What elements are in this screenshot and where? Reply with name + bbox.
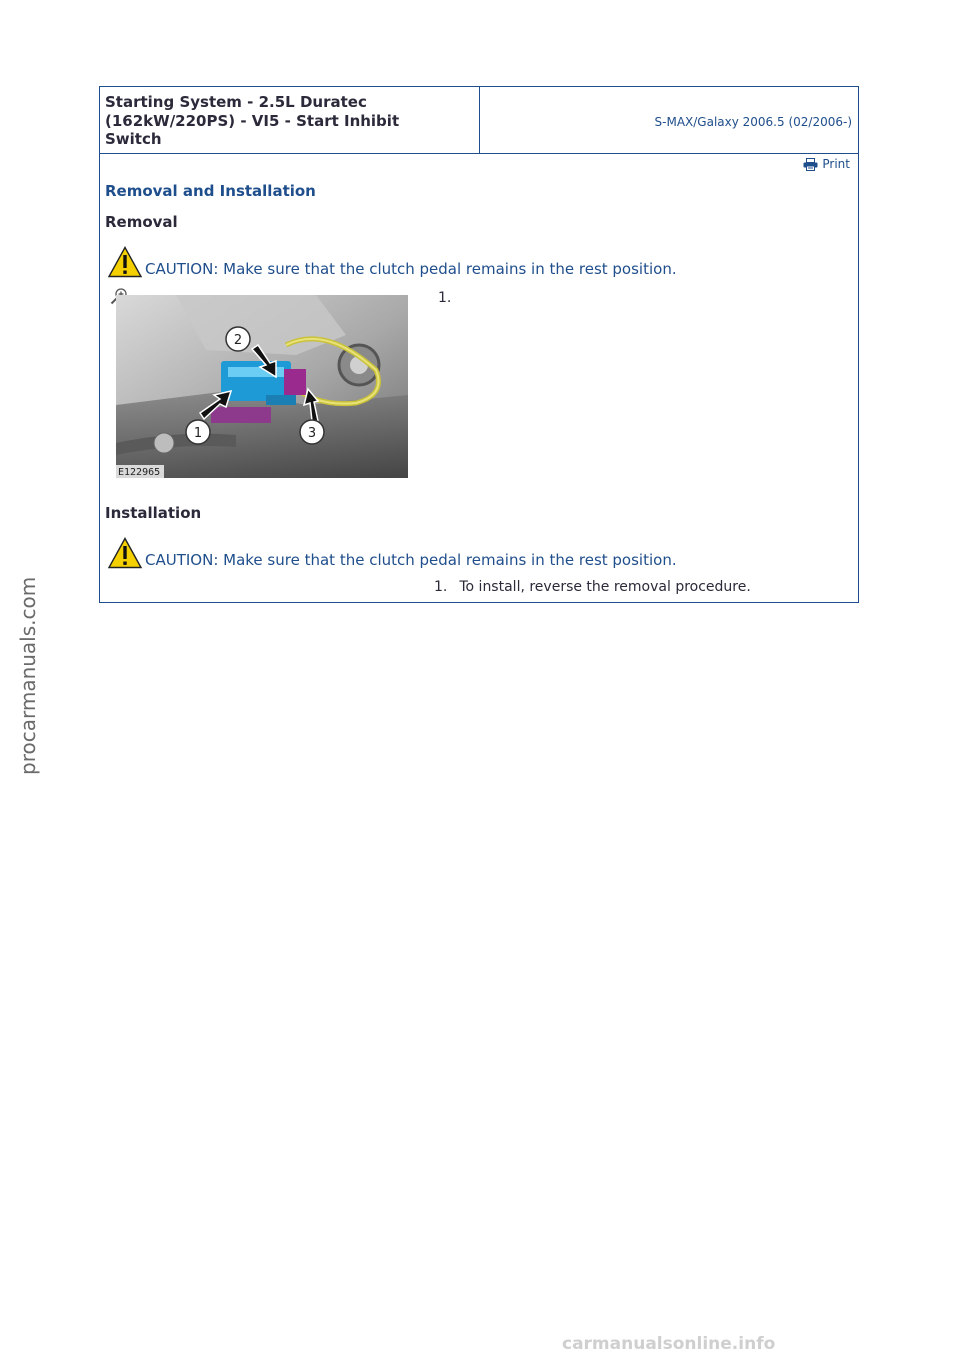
- removal-caution: [108, 246, 677, 278]
- side-watermark: procarmanuals.com: [16, 576, 40, 775]
- removal-step-number: 1.: [438, 290, 452, 306]
- vehicle-model: S-MAX/Galaxy 2006.5 (02/2006-): [654, 115, 852, 129]
- title-line-1: Starting System - 2.5L Duratec: [105, 93, 367, 111]
- title-line-2: (162kW/220PS) - VI5 - Start Inhibit: [105, 111, 400, 130]
- callout-1: [186, 420, 210, 444]
- header-title-cell: [100, 87, 480, 153]
- document-title: [105, 93, 475, 149]
- footer-watermark: carmanualsonline.info: [562, 1334, 776, 1354]
- warning-icon: [108, 246, 142, 278]
- document-frame: [99, 86, 859, 603]
- callout-3: [300, 420, 324, 444]
- callout-2: [226, 327, 250, 351]
- printer-icon: [803, 158, 818, 171]
- title-line-3: Switch: [105, 130, 162, 148]
- svg-text:1: 1: [193, 426, 203, 441]
- print-label: Print: [822, 157, 850, 171]
- caution-text: CAUTION: Make sure that the clutch pedal remains in the rest position.: [145, 551, 677, 569]
- section-heading: Removal and Installation: [105, 182, 316, 200]
- svg-text:3: 3: [307, 426, 317, 441]
- removal-heading: Removal: [105, 213, 178, 231]
- document-header: [100, 87, 858, 154]
- warning-icon: [108, 537, 142, 569]
- installation-caution: [108, 537, 677, 569]
- figure-id-label: E122965: [118, 467, 161, 478]
- installation-step: [434, 579, 751, 595]
- start-inhibit-switch-figure[interactable]: [116, 295, 408, 478]
- installation-step-number: 1.: [434, 579, 448, 595]
- svg-text:2: 2: [233, 333, 243, 348]
- print-button[interactable]: [803, 157, 850, 171]
- installation-heading: Installation: [105, 504, 202, 522]
- installation-step-text: To install, reverse the removal procedure.: [459, 579, 751, 595]
- caution-text: CAUTION: Make sure that the clutch pedal remains in the rest position.: [145, 260, 677, 278]
